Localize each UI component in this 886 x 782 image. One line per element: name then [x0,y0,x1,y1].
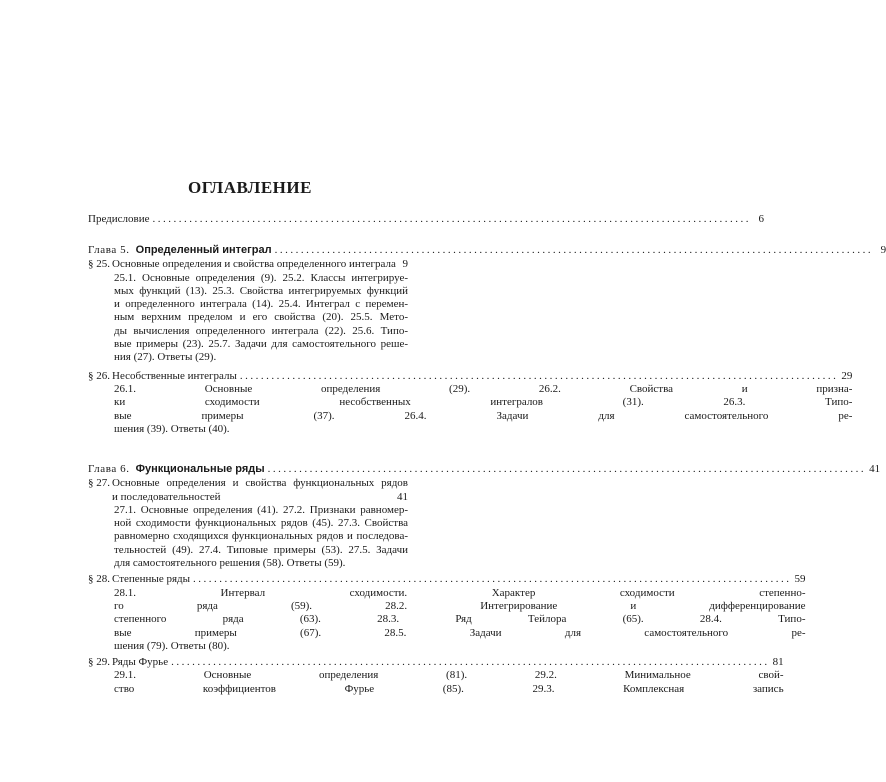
section-page: 41 [397,490,408,503]
section-subtopics [101,587,806,653]
subtopic-line: ния (27). Ответы (29). [114,351,217,364]
leader-dots [153,213,752,226]
section-subtopics [101,272,408,365]
subtopic-line: 29.1. Основные определения (81). 29.2. Минимальное свой- [114,669,784,682]
chapter-6-title: Функциональные ряды [135,463,265,475]
section-title-cont: и последовательностей [112,490,221,503]
section-page: 29 [841,369,853,382]
toc-chapter-6 [88,463,881,696]
subtopic-line: ды вычисления определенного интеграла (22). 25.6. Типо- [114,324,408,337]
section-title: Основные определения и свойства функциональных рядов [112,477,408,490]
chapter-6-page: 41 [869,463,881,475]
toc-chapter-5 [88,244,886,436]
subtopic-line: ки сходимости несобственных интегралов (31). 26.3. Типо- [114,396,853,409]
subtopic-line: 27.1. Основные определения (41). 27.2. Признаки равномер- [114,503,408,516]
toc-section-28[interactable] [88,573,806,653]
subtopic-line: равномерно сходящихся функциональных рядов и последова- [114,530,408,543]
leader-dots [171,656,770,669]
subtopic-line: вые примеры (23). 25.7. Задачи для самостоятельного реше- [114,338,408,351]
subtopic-line: шения (79). Ответы (80). [114,639,230,652]
section-title: Основные определения и свойства определенного интеграла [112,258,396,271]
section-number: § 29. [88,656,110,669]
subtopic-line: для самостоятельного решения (58). Ответы (59). [114,557,346,570]
leader-dots [240,370,839,383]
section-subtopics [101,504,408,570]
section-page: 9 [402,258,408,271]
toc-section-26[interactable] [88,369,853,436]
chapter-5-page: 9 [880,244,886,256]
chapter-5-title: Определенный интеграл [135,244,272,256]
subtopic-line: ным верхним пределом и его свойства (20). 25.5. Мето- [114,311,408,324]
section-page: 59 [794,573,806,586]
section-title: Несобственные интегралы [112,369,237,382]
section-page: 81 [772,656,784,669]
section-title: Степенные ряды [112,573,190,586]
leader-dots [193,573,792,586]
subtopic-line: степенного ряда (63). 28.3. Ряд Тейлора (65). 28.4. Типо- [114,613,806,626]
toc-section-25[interactable] [88,258,408,364]
leader-dots [268,463,867,476]
chapter-5-heading[interactable] [88,244,886,257]
page-title: ОГЛАВЛЕНИЕ [188,178,312,197]
subtopic-line: ной сходимости функциональных рядов (45). 27.3. Свойства [114,517,408,530]
chapter-6-label: Глава 6. [88,463,130,475]
section-title: Ряды Фурье [112,656,169,669]
subtopic-line: мых функций (13). 25.3. Свойства интегрируемых функций [114,284,408,297]
subtopic-line: го ряда (59). 28.2. Интегрирование и дифференцирование [114,599,806,612]
toc-section-29[interactable] [88,656,784,696]
toc-section-27[interactable] [88,477,408,570]
leader-dots [275,244,874,257]
section-subtopics [101,669,784,696]
subtopic-line: 25.1. Основные определения (9). 25.2. Классы интегрируе- [114,271,408,284]
section-number: § 26. [88,369,110,382]
subtopic-line: шения (39). Ответы (40). [114,422,230,435]
chapter-6-heading[interactable] [88,463,881,476]
section-number: § 28. [88,573,110,586]
subtopic-line: и определенного интеграла (14). 25.4. Интеграл с перемен- [114,298,408,311]
section-subtopics [101,383,852,436]
chapter-5-label: Глава 5. [88,244,130,256]
subtopic-line: вые примеры (37). 26.4. Задачи для самостоятельного ре- [114,409,853,422]
section-number: § 25. [88,258,110,271]
toc-entry-preface[interactable] [88,213,764,226]
subtopic-line: ство коэффициентов Фурье (85). 29.3. Комплексная запись [114,682,784,695]
preface-page: 6 [758,213,764,225]
subtopic-line: вые примеры (67). 28.5. Задачи для самостоятельного ре- [114,626,806,639]
preface-label: Предисловие [88,213,150,225]
subtopic-line: 26.1. Основные определения (29). 26.2. Свойства и призна- [114,382,853,395]
section-number: § 27. [88,477,110,490]
subtopic-line: тельностей (49). 27.4. Типовые примеры (53). 27.5. Задачи [114,543,408,556]
subtopic-line: 28.1. Интервал сходимости. Характер сходимости степенно- [114,586,806,599]
